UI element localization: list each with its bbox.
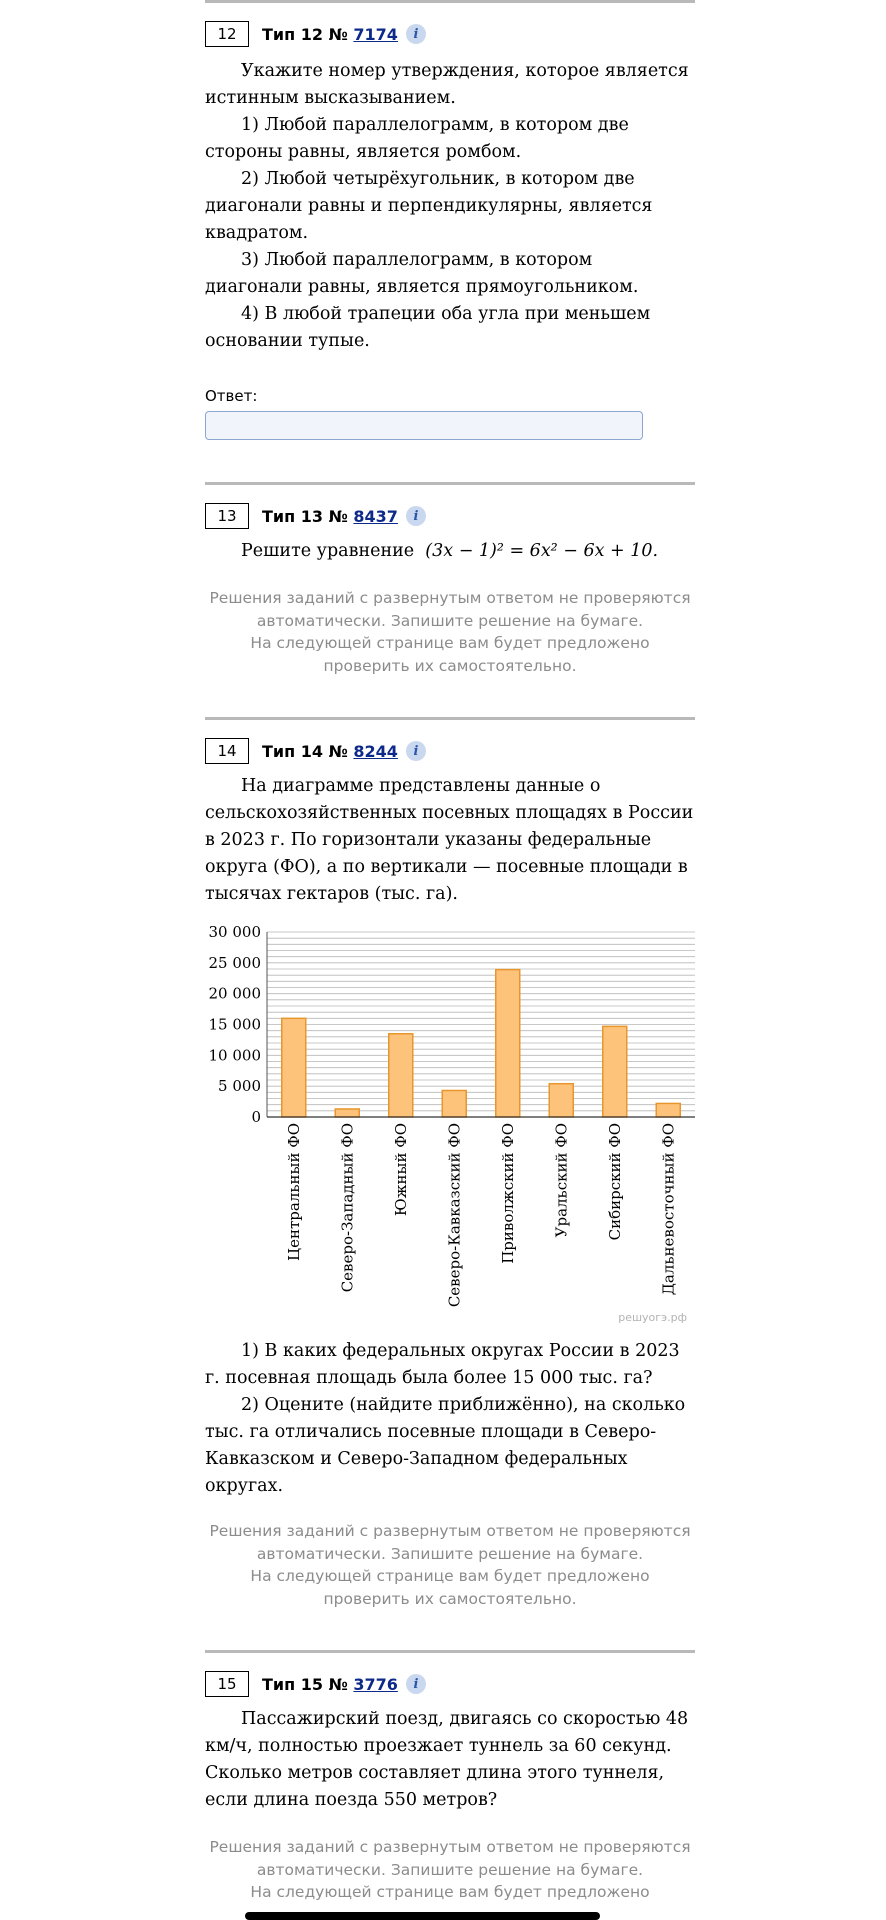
home-indicator: [245, 1912, 600, 1920]
info-icon[interactable]: i: [406, 506, 426, 526]
bar: [603, 1026, 627, 1117]
x-tick-label: Северо-Западный ФО: [338, 1123, 357, 1293]
task-type: [262, 742, 398, 761]
task-type: [262, 25, 398, 44]
task-text: Решите уравнение: [241, 541, 415, 561]
x-tick-label: Приволжский ФО: [498, 1123, 517, 1264]
note-text: На следующей странице вам будет предложено проверить их самостоятельно.: [250, 1567, 650, 1608]
x-tick-label: Уральский ФО: [552, 1123, 571, 1238]
task-number-box: 12: [205, 21, 249, 47]
task-number-box: 15: [205, 1671, 249, 1697]
task-15-body: [205, 1706, 695, 1814]
info-icon[interactable]: i: [406, 1674, 426, 1694]
bar: [442, 1090, 466, 1117]
task-12-body: [205, 58, 695, 355]
task-13-body: [205, 538, 695, 565]
note-text: Решения заданий с развернутым ответом не проверяются автоматически. Запишите решение на бумаге.: [209, 1838, 691, 1879]
answer-input[interactable]: [205, 411, 643, 440]
question-item: 2) Оцените (найдите приближённо), на сколько тыс. га отличались посевные площади в Северо-Кавказском и Северо-Западном федеральных округах.: [205, 1395, 686, 1496]
x-tick-label: Центральный ФО: [284, 1123, 303, 1261]
task-type-label: Тип 15 №: [262, 1674, 354, 1694]
task-text: Укажите номер утверждения, которое является истинным высказыванием.: [205, 61, 689, 108]
note-text: Решения заданий с развернутым ответом не проверяются автоматически. Запишите решение на бумаге.: [209, 589, 691, 630]
task-id-link[interactable]: 3776: [353, 1674, 398, 1694]
task-id-link[interactable]: 8437: [353, 506, 398, 526]
task-id-link[interactable]: 7174: [353, 24, 398, 44]
x-tick-label: Северо-Кавказский ФО: [445, 1123, 464, 1308]
task-id-link[interactable]: 8244: [353, 741, 398, 761]
task-13-header: [205, 500, 695, 532]
task-type-label: Тип 14 №: [262, 741, 354, 761]
self-check-note: [205, 1836, 695, 1904]
task-14-questions: [205, 1338, 695, 1500]
task-text: На диаграмме представлены данные о сельскохозяйственных посевных площадях в России в 2023 г. По горизонтали указаны федеральные округа (ФО), а по вертикали — посевные площади в тысячах гектаров (тыс. га).: [205, 776, 694, 904]
chart-svg: [205, 922, 695, 1332]
task-type-label: Тип 13 №: [262, 506, 354, 526]
y-tick-label: 0: [251, 1108, 261, 1126]
question-item: 1) В каких федеральных округах России в 2023 г. посевная площадь была более 15 000 тыс. га?: [205, 1341, 680, 1388]
statement-item: 4) В любой трапеции оба угла при меньшем основании тупые.: [205, 304, 651, 351]
bar: [549, 1084, 573, 1117]
task-15-header: [205, 1668, 695, 1700]
bar: [496, 970, 520, 1117]
x-tick-label: Южный ФО: [391, 1123, 410, 1217]
self-check-note: [205, 587, 695, 677]
task-type-label: Тип 12 №: [262, 24, 354, 44]
statement-item: 3) Любой параллелограмм, в котором диагонали равны, является прямоугольником.: [205, 250, 639, 297]
watermark: решуогэ.рф: [618, 1311, 687, 1324]
statement-item: 1) Любой параллелограмм, в котором две стороны равны, является ромбом.: [205, 115, 629, 162]
task-14-body: [205, 773, 695, 908]
y-tick-label: 20 000: [208, 984, 261, 1003]
task-14-header: [205, 735, 695, 767]
info-icon[interactable]: i: [406, 24, 426, 44]
y-tick-label: 30 000: [208, 923, 261, 941]
info-icon[interactable]: i: [406, 741, 426, 761]
task-number-box: 14: [205, 738, 249, 764]
note-text: На следующей странице вам будет предложено проверить их самостоятельно.: [250, 634, 650, 675]
note-text: Решения заданий с развернутым ответом не проверяются автоматически. Запишите решение на бумаге.: [209, 1522, 691, 1563]
page-content: [205, 0, 695, 1904]
self-check-note: [205, 1520, 695, 1610]
statement-item: 2) Любой четырёхугольник, в котором две диагонали равны и перпендикулярны, является квадратом.: [205, 169, 653, 243]
y-tick-label: 15 000: [208, 1015, 261, 1034]
bar: [335, 1109, 359, 1117]
x-tick-label: Дальневосточный ФО: [659, 1123, 678, 1296]
task-number-box: 13: [205, 503, 249, 529]
task-type: [262, 507, 398, 526]
bar: [656, 1103, 680, 1117]
bar-chart: [205, 922, 695, 1332]
task-12-header: [205, 18, 695, 50]
task-type: [262, 1675, 398, 1694]
equation: (3x − 1)² = 6x² − 6x + 10.: [425, 541, 659, 561]
x-tick-label: Сибирский ФО: [605, 1123, 624, 1241]
bar: [282, 1018, 306, 1117]
bar: [389, 1034, 413, 1117]
y-tick-label: 5 000: [218, 1077, 261, 1096]
y-tick-label: 25 000: [208, 953, 261, 972]
answer-label: Ответ:: [205, 387, 258, 405]
task-text: Пассажирский поезд, двигаясь со скоростью 48 км/ч, полностью проезжает туннель за 60 секунд. Сколько метров составляет длина этого туннеля, если длина поезда 550 метров?: [205, 1709, 689, 1810]
y-tick-label: 10 000: [208, 1046, 261, 1065]
note-text: На следующей странице вам будет предложено: [250, 1883, 650, 1901]
